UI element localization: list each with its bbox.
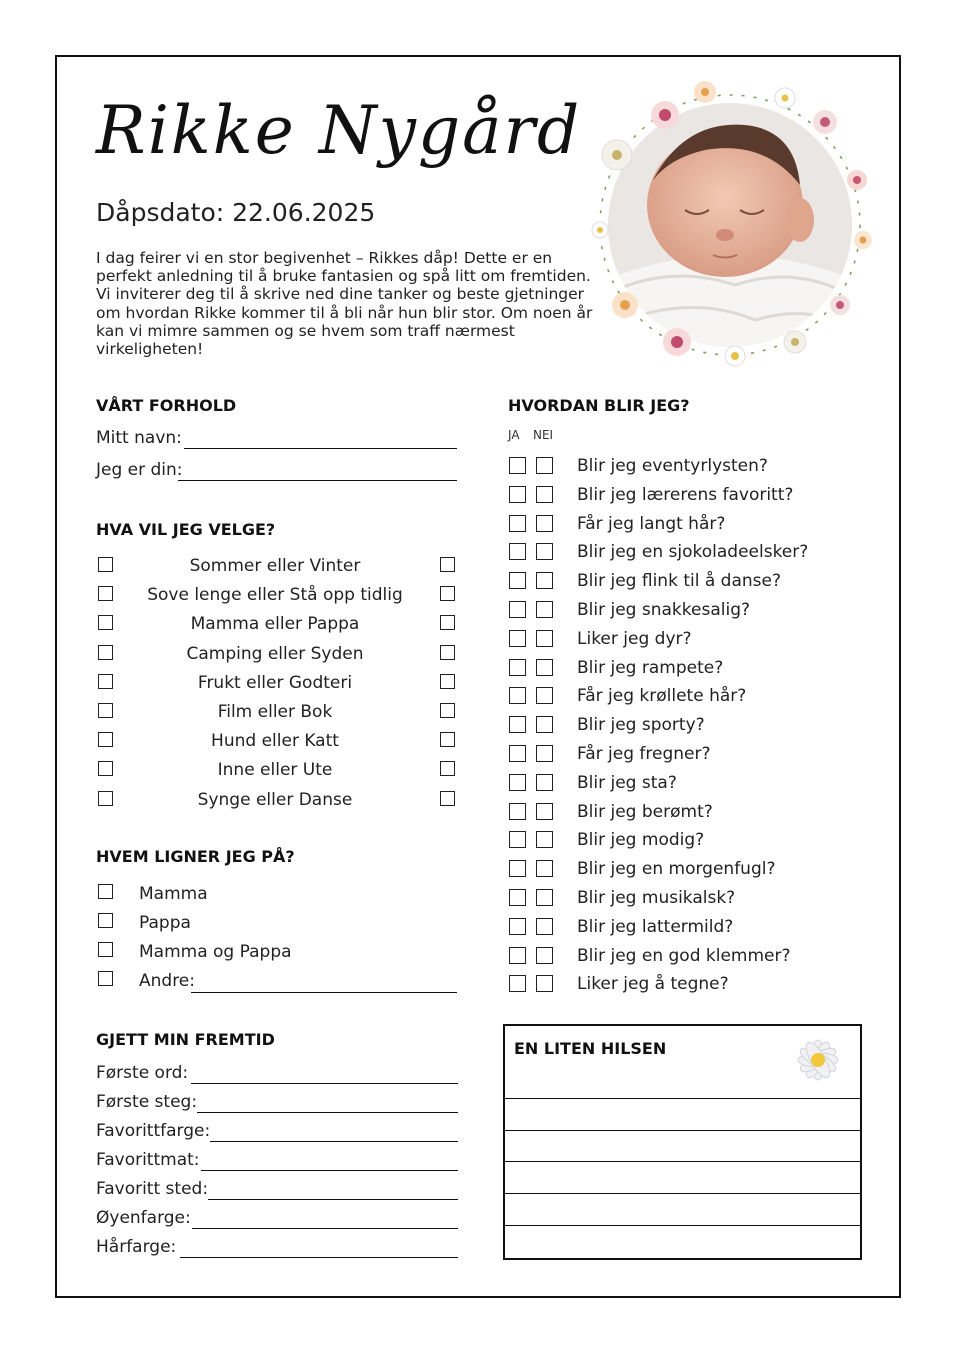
my-name-field[interactable] — [184, 448, 457, 449]
choice-label: Hund eller Katt — [211, 731, 339, 752]
choice-left-checkbox[interactable] — [98, 615, 113, 630]
future-label: Favoritt sted: — [96, 1179, 209, 1199]
relation-label: Jeg er din: — [96, 460, 183, 480]
choice-left-checkbox[interactable] — [98, 732, 113, 747]
choice-label: Camping eller Syden — [186, 643, 364, 664]
question-label: Liker jeg dyr? — [577, 628, 692, 649]
choice-right-checkbox[interactable] — [440, 703, 455, 718]
relation-field[interactable] — [178, 480, 457, 481]
resemble-checkbox[interactable] — [98, 942, 113, 957]
greeting-line[interactable] — [505, 1193, 860, 1194]
question-label: Blir jeg snakkesalig? — [577, 600, 751, 620]
ja-checkbox[interactable] — [509, 687, 526, 704]
nei-checkbox[interactable] — [536, 601, 553, 618]
nei-checkbox[interactable] — [536, 774, 553, 791]
daisy-icon — [785, 1032, 851, 1088]
question-label: Blir jeg modig? — [577, 830, 705, 851]
choice-label: Sommer eller Vinter — [189, 556, 361, 576]
nei-checkbox[interactable] — [536, 687, 553, 704]
choice-left-checkbox[interactable] — [98, 791, 113, 806]
questions-heading: HVORDAN BLIR JEG? — [508, 396, 690, 415]
nei-checkbox[interactable] — [536, 975, 553, 992]
choice-left-checkbox[interactable] — [98, 761, 113, 776]
resemble-label: Mamma — [139, 884, 208, 904]
question-label: Blir jeg lattermild? — [577, 916, 734, 937]
ja-label: JA — [508, 428, 520, 442]
ja-checkbox[interactable] — [509, 975, 526, 992]
nei-checkbox[interactable] — [536, 572, 553, 589]
nei-checkbox[interactable] — [536, 831, 553, 848]
ja-checkbox[interactable] — [509, 515, 526, 532]
resemble-heading: HVEM LIGNER JEG PÅ? — [96, 847, 295, 866]
nei-checkbox[interactable] — [536, 860, 553, 877]
baby-name-title: Rikke Nygård — [96, 92, 582, 169]
ja-checkbox[interactable] — [509, 630, 526, 647]
nei-checkbox[interactable] — [536, 486, 553, 503]
intro-text: I dag feirer vi en stor begivenhet – Rikkes dåp! Dette er en perfekt anledning til å bruke fantasien og spå litt om fremtiden. Vi inviterer deg til å skrive ned dine tanker og beste gjetninger om hvordan Rikke kommer til å bli når hun blir stor. Om noen år kan vi mimre sammen og se hvem som traff nærmest virkeligheten! — [96, 249, 593, 359]
resemble-checkbox[interactable] — [98, 971, 113, 986]
nei-checkbox[interactable] — [536, 630, 553, 647]
question-label: Blir jeg lærerens favoritt? — [577, 484, 794, 505]
choice-label: Inne eller Ute — [217, 760, 333, 781]
ja-checkbox[interactable] — [509, 601, 526, 618]
choice-left-checkbox[interactable] — [98, 703, 113, 718]
future-field[interactable] — [210, 1141, 458, 1142]
question-label: Blir jeg en sjokoladeelsker? — [577, 542, 809, 563]
choice-right-checkbox[interactable] — [440, 791, 455, 806]
nei-checkbox[interactable] — [536, 543, 553, 560]
future-field[interactable] — [201, 1170, 458, 1171]
choice-label: Frukt eller Godteri — [197, 672, 353, 693]
relation-heading: VÅRT FORHOLD — [96, 396, 237, 415]
choice-left-checkbox[interactable] — [98, 645, 113, 660]
choice-label: Mamma eller Pappa — [190, 614, 360, 635]
greeting-line[interactable] — [505, 1225, 860, 1226]
baby-photo-wreath — [585, 80, 875, 370]
ja-checkbox[interactable] — [509, 918, 526, 935]
question-label: Blir jeg rampete? — [577, 657, 724, 678]
future-field[interactable] — [180, 1257, 458, 1258]
question-label: Blir jeg en morgenfugl? — [577, 859, 776, 880]
ja-checkbox[interactable] — [509, 572, 526, 589]
choice-right-checkbox[interactable] — [440, 557, 455, 572]
choice-right-checkbox[interactable] — [440, 761, 455, 776]
resemble-label: Pappa — [139, 913, 191, 933]
question-label: Får jeg krøllete hår? — [577, 686, 747, 707]
future-heading: GJETT MIN FREMTID — [96, 1030, 275, 1049]
nei-checkbox[interactable] — [536, 457, 553, 474]
greeting-line[interactable] — [505, 1098, 860, 1099]
choice-right-checkbox[interactable] — [440, 645, 455, 660]
greeting-box — [503, 1024, 862, 1260]
choice-left-checkbox[interactable] — [98, 586, 113, 601]
nei-checkbox[interactable] — [536, 716, 553, 733]
question-label: Blir jeg sta? — [577, 772, 677, 793]
ja-checkbox[interactable] — [509, 543, 526, 560]
future-label: Første ord: — [96, 1063, 189, 1083]
ja-checkbox[interactable] — [509, 947, 526, 964]
ja-checkbox[interactable] — [509, 716, 526, 733]
future-label: Favorittfarge: — [96, 1121, 211, 1141]
other-field[interactable] — [191, 992, 457, 993]
ja-checkbox[interactable] — [509, 457, 526, 474]
question-label: Får jeg fregner? — [577, 744, 711, 764]
question-label: Liker jeg å tegne? — [577, 974, 729, 995]
ja-checkbox[interactable] — [509, 889, 526, 906]
ja-checkbox[interactable] — [509, 659, 526, 676]
nei-checkbox[interactable] — [536, 803, 553, 820]
baby-photo — [585, 80, 875, 370]
resemble-checkbox[interactable] — [98, 913, 113, 928]
choice-right-checkbox[interactable] — [440, 586, 455, 601]
ja-checkbox[interactable] — [509, 831, 526, 848]
greeting-line[interactable] — [505, 1161, 860, 1162]
question-label: Blir jeg eventyrlysten? — [577, 456, 768, 476]
nei-checkbox[interactable] — [536, 745, 553, 762]
nei-checkbox[interactable] — [536, 515, 553, 532]
nei-label: NEI — [533, 428, 554, 442]
nei-checkbox[interactable] — [536, 947, 553, 964]
future-label: Første steg: — [96, 1092, 198, 1112]
nei-checkbox[interactable] — [536, 659, 553, 676]
ja-checkbox[interactable] — [509, 745, 526, 762]
choice-label: Film eller Bok — [217, 702, 333, 722]
future-label: Hårfarge: — [96, 1237, 177, 1257]
greeting-line[interactable] — [505, 1130, 860, 1131]
future-label: Favorittmat: — [96, 1150, 200, 1170]
question-label: Blir jeg sporty? — [577, 715, 705, 736]
question-label: Blir jeg en god klemmer? — [577, 945, 791, 966]
question-label: Blir jeg flink til å danse? — [577, 571, 781, 592]
future-field[interactable] — [191, 1083, 458, 1084]
resemble-label: Mamma og Pappa — [139, 942, 292, 962]
question-label: Blir jeg musikalsk? — [577, 888, 736, 908]
resemble-checkbox[interactable] — [98, 884, 113, 899]
ja-checkbox[interactable] — [509, 803, 526, 820]
resemble-label: Andre: — [139, 971, 195, 991]
choice-right-checkbox[interactable] — [440, 732, 455, 747]
future-field[interactable] — [208, 1199, 458, 1200]
ja-checkbox[interactable] — [509, 486, 526, 503]
ja-checkbox[interactable] — [509, 860, 526, 877]
question-label: Blir jeg berømt? — [577, 801, 713, 822]
ja-checkbox[interactable] — [509, 774, 526, 791]
baptism-date: Dåpsdato: 22.06.2025 — [96, 198, 376, 227]
choice-left-checkbox[interactable] — [98, 674, 113, 689]
choice-label: Synge eller Danse — [197, 789, 353, 810]
choice-left-checkbox[interactable] — [98, 557, 113, 572]
nei-checkbox[interactable] — [536, 889, 553, 906]
greeting-heading: EN LITEN HILSEN — [514, 1039, 667, 1058]
choice-right-checkbox[interactable] — [440, 674, 455, 689]
future-label: Øyenfarge: — [96, 1208, 191, 1228]
nei-checkbox[interactable] — [536, 918, 553, 935]
future-field[interactable] — [197, 1112, 458, 1113]
choices-heading: HVA VIL JEG VELGE? — [96, 520, 276, 539]
choice-label: Sove lenge eller Stå opp tidlig — [147, 585, 403, 606]
future-field[interactable] — [192, 1228, 458, 1229]
my-name-label: Mitt navn: — [96, 428, 182, 448]
question-label: Får jeg langt hår? — [577, 513, 726, 534]
choice-right-checkbox[interactable] — [440, 615, 455, 630]
